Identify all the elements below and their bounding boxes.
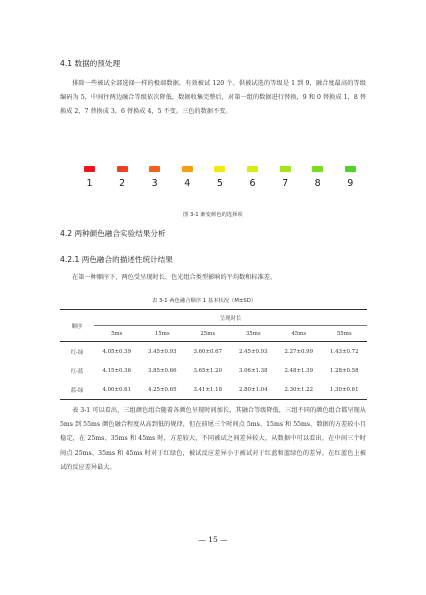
paragraph-analysis-text: 表 3-1 可以看出，三组颜色组合随着各颜色呈现时间加长，其融合等级降低，三组不同的颜色组合都呈现从 5ms 到 55ms 颜色融合程度从高到低的规律，但在前尾三个时间点 5ms、15ms 和 55ms，数据的方差较小且稳定，在 25ms、35ms 和 45ms 时，方差较大，不同被试之间差异较大，从数据中可以看出，在中间三个时间点 25ms、35ms 和 45ms 时对于红绿色，被试反应差异小于被试对于红蓝和蓝绿色的差异，在红蓝色上被试的反应差异最大。 — [60, 407, 366, 471]
column-header: 45ms — [276, 326, 322, 342]
table-cell: 3.65±1.20 — [193, 367, 223, 374]
paragraph-table-intro-text: 在第一种顺序下，两色受呈现时长、色光组合类型影响的平均数和标准差。 — [72, 274, 277, 281]
swatch-color-block — [214, 166, 225, 172]
column-header: 35ms — [231, 326, 277, 342]
swatch-number: 7 — [282, 178, 289, 189]
table-cell: 4.25±0.65 — [140, 380, 186, 400]
table-row — [60, 361, 367, 380]
table-cell: 2.48±1.39 — [284, 367, 314, 374]
table-cell: 4.00±0.61 — [94, 380, 140, 400]
color-swatch-8 — [312, 166, 323, 189]
table-cell: 2.45±0.93 — [238, 348, 268, 355]
row-label: 蓝-绿 — [60, 380, 94, 400]
table-cell: 3.60±0.67 — [193, 348, 223, 355]
table-cell: 2.30±1.22 — [276, 380, 322, 400]
swatch-color-block — [312, 166, 323, 172]
table-row-header: 顺序 — [60, 310, 94, 342]
table-cell: 1.28±0.58 — [329, 367, 359, 374]
color-swatch-3 — [149, 166, 160, 189]
table-group-header: 呈现时长 — [94, 310, 367, 326]
paragraph-preprocessing-text: 排除一些被试全部选择一样的极端数据，有效被试 120 个。供被试选的等级是 1 到 9，融合度最高的等级编码为 5，中间往两边融合等级依次降低，数据收集完整后，对第一组的数据进行替换，9 和 0 替换成 1，8 替换成 2，7 替换成 3，6 替换成 4，5 不变。三色的数据不变。 — [60, 80, 366, 116]
table-cell: 3.85±0.66 — [147, 367, 177, 374]
descriptive-stats-table — [60, 309, 367, 400]
figure-caption: 图 3-1 渐变颜色的选择项 — [183, 212, 243, 218]
color-swatch-7 — [280, 166, 291, 189]
swatch-color-block — [247, 166, 258, 172]
section-heading-4-2-1: 4.2.1 两色融合的描述性统计结果 — [60, 255, 173, 264]
swatch-color-block — [280, 166, 291, 172]
table-cell: 4.05±0.39 — [102, 348, 132, 355]
color-swatch-5 — [214, 166, 225, 189]
paragraph-table-intro — [60, 271, 366, 285]
swatch-color-block — [345, 166, 356, 172]
table-cell: 3.06±1.38 — [238, 367, 268, 374]
column-header: 5ms — [94, 326, 140, 342]
table-column-headers — [60, 326, 367, 342]
row-label: 红-蓝 — [70, 368, 84, 375]
swatch-number: 9 — [347, 178, 354, 189]
swatch-number: 5 — [216, 178, 223, 189]
swatch-number: 8 — [314, 178, 321, 189]
color-swatch-1 — [84, 166, 95, 189]
section-heading-4-2: 4.2 两种颜色融合实验结果分析 — [60, 229, 166, 238]
table-cell: 4.15±0.36 — [102, 367, 132, 374]
column-header: 55ms — [322, 326, 368, 342]
paragraph-preprocessing — [60, 77, 366, 120]
table-row — [60, 342, 367, 362]
table-cell: 1.43±0.72 — [329, 348, 359, 355]
color-swatch-2 — [117, 166, 128, 189]
color-swatch-9 — [345, 166, 356, 189]
table-cell: 3.41±1.18 — [185, 380, 231, 400]
table-cell: 1.30±0.61 — [322, 380, 368, 400]
table-row — [60, 380, 367, 400]
swatch-color-block — [149, 166, 160, 172]
section-heading-4-1: 4.1 数据的预处理 — [60, 59, 121, 68]
table-caption: 表 3-1 两色融合顺序 1 基本状况（M±SD） — [152, 298, 257, 304]
table-cell: 2.80±1.04 — [231, 380, 277, 400]
table-cell: 2.27±0.99 — [284, 348, 314, 355]
gradient-color-options — [84, 166, 358, 196]
table-cell: 3.45±0.93 — [147, 348, 177, 355]
column-header: 15ms — [140, 326, 186, 342]
page-number: — 15 — — [198, 535, 228, 544]
color-swatch-4 — [182, 166, 193, 189]
row-label: 红-绿 — [70, 349, 84, 356]
swatch-color-block — [117, 166, 128, 172]
swatch-color-block — [182, 166, 193, 172]
swatch-number: 1 — [86, 178, 93, 189]
swatch-number: 2 — [119, 178, 126, 189]
swatch-number: 3 — [151, 178, 158, 189]
swatch-number: 6 — [249, 178, 256, 189]
column-header: 25ms — [185, 326, 231, 342]
paragraph-analysis — [60, 404, 366, 475]
swatch-number: 4 — [184, 178, 191, 189]
color-swatch-6 — [247, 166, 258, 189]
swatch-color-block — [84, 166, 95, 172]
